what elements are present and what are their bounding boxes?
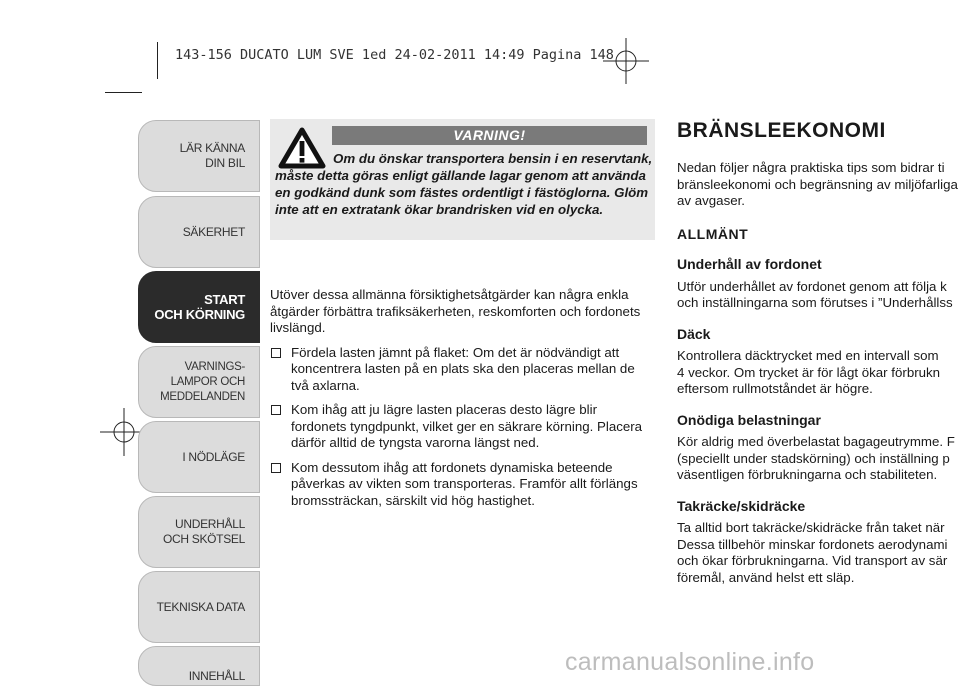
sidebar-tab-start-och-korning[interactable]: START OCH KÖRNING [138, 271, 260, 343]
checkbox-bullet-icon [271, 348, 281, 358]
subheading: Däck [677, 325, 711, 342]
checkbox-bullet-icon [271, 405, 281, 415]
right-column: BRÄNSLEEKONOMI Nedan följer några praktiska tips som bidrar ti bränsleekonomi och begränsning av miljöfarliga av avgaser. ALLMÄNT Underhåll av fordonet Utför underhållet av fordonet genom att följa k och inställningarna som förutses i ”Underhållss Däck Kontrollera däcktrycket med en intervall som 4 veckor. Om trycket är för lågt ökar förbrukn eftersom rullmotståndet är högre. Onödiga belastningar Kör aldrig med överbelastat bagageutrymme. F (speciellt under stadskörning) och inställning p väsentligen förbrukningarna och stabiliteten. Takräcke/skidräcke Ta alltid bort takräcke/skidräcke från taket när Dessa tillbehör minskar fordonets aerodynami och ökar förbrukningarna. Vid transport av sär föremål, använd helst ett släp. [677, 118, 960, 586]
sidebar-tab-varningslampor[interactable]: VARNINGS- LAMPOR OCH MEDDELANDEN [138, 346, 260, 418]
sidebar-tab-tekniska-data[interactable]: TEKNISKA DATA [138, 571, 260, 643]
registration-mark-icon [603, 38, 649, 84]
crop-mark [157, 42, 158, 79]
subheading: Takräcke/skidräcke [677, 497, 806, 514]
list-item: Fördela lasten jämnt på flaket: Om det är nödvändigt att koncentrera lasten på en plats ska den placeras mellan de två axlarna. [270, 345, 645, 395]
intro-paragraph: Utöver dessa allmänna försiktighetsåtgärder kan några enkla åtgärder förbättra trafiksäkerheten, reskomforten och fordonets livslängd. [270, 287, 641, 335]
main-column [270, 287, 645, 517]
page-title: BRÄNSLEEKONOMI [677, 119, 886, 142]
intro-paragraph: Nedan följer några praktiska tips som bidrar ti bränsleekonomi och begränsning av miljöfarliga av avgaser. [677, 160, 958, 208]
section-heading: ALLMÄNT [677, 225, 749, 242]
crop-mark [105, 92, 142, 93]
sidebar-tab-i-nodlage[interactable]: I NÖDLÄGE [138, 421, 260, 493]
subheading: Onödiga belastningar [677, 411, 821, 428]
checkbox-bullet-icon [271, 463, 281, 473]
sidebar-tab-innehall[interactable]: INNEHÅLL [138, 646, 260, 686]
sidebar-tab-lar-kanna[interactable]: LÄR KÄNNA DIN BIL [138, 120, 260, 192]
warning-title: VARNING! [332, 126, 647, 145]
warning-box [270, 119, 655, 240]
warning-text: Om du önskar transportera bensin i en reservtank, måste detta göras enligt gällande lagar genom att använda en godkänd dunk som fästes ordentligt i fästöglorna. Glöm inte att en extratank ökar brandrisken vid en olycka. [275, 151, 653, 217]
sidebar-tab-underhall[interactable]: UNDERHÅLL OCH SKÖTSEL [138, 496, 260, 568]
print-header: 143-156 DUCATO LUM SVE 1ed 24-02-2011 14:49 Pagina 148 [175, 47, 614, 63]
list-item: Kom dessutom ihåg att fordonets dynamiska beteende påverkas av vikten som transporteras. Framför allt förlängs bromssträckan, särskilt vid hög hastighet. [270, 460, 645, 510]
sidebar-tab-sakerhet[interactable]: SÄKERHET [138, 196, 260, 268]
list-item: Kom ihåg att ju lägre lasten placeras desto lägre blir fordonets tyngdpunkt, vilket ger en säkrare körning. Placera därför alltid de tyngsta varorna längst ned. [270, 402, 645, 452]
watermark: carmanualsonline.info [565, 648, 815, 676]
subheading: Underhåll av fordonet [677, 256, 822, 272]
